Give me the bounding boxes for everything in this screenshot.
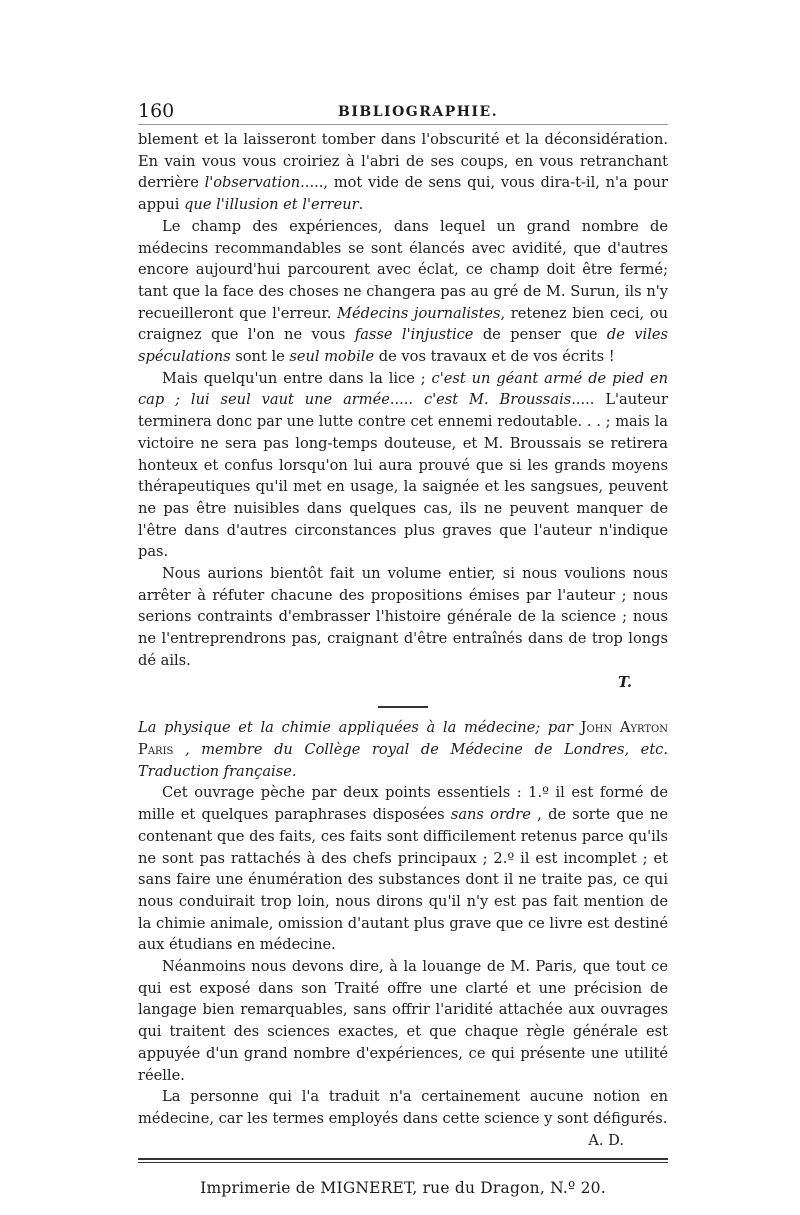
paragraph [138,368,668,563]
text-run: de vos travaux et de vos écrits ! [374,348,615,366]
text-run: Mais quelqu'un entre dans la lice ; [162,369,432,387]
footer-rule [138,1158,668,1163]
paragraph [138,1086,668,1129]
review-title [138,717,668,782]
signature-line [138,672,668,694]
paragraph [138,216,668,368]
running-head: BIBLIOGRAPHIE. [338,104,499,120]
paragraph [138,563,668,672]
text-run: , retenez bien ceci, ou craignez que l'on ne vous [138,304,668,344]
italic-text: sans ordre [450,806,531,824]
italic-text: fasse l'injustice [354,326,474,344]
text-run: , de sorte que ne contenant que des faits, ces faits sont difficilement retenus parce qu'ils ne sont pas rattachés à des chefs principaux ; 2.º il est incomplet ; et sans faire une énumération des substances dont il ne traite pas, ce qui nous conduirait trop loin, nous dirons qu'il n'y est pas fait mention de la chimie animale, omission d'autant plus grave que ce livre est destiné aux étudians en médecine. [138,806,669,954]
book-page [138,98,669,1198]
italic-text: c'est un géant armé de pied en cap ; lui seul vaut une armée..... c'est M. Broussais [138,369,668,409]
italic-text: seul mobile [289,348,375,366]
section-separator [378,706,428,708]
text-run: ....., mot vide de sens qui, vous dira-t-il, n'a pour appui [138,174,668,214]
text-run: Néanmoins nous devons dire, à la louange de M. Paris, que tout ce qui est exposé dans son Traité offre une clarté et une précision de langage bien remarquables, sans offrir l'aridité attachée aux ouvrages qui traitent des sciences exactes, et que chaque règle générale est appuyée d'un grand nombre d'expériences, ce qui présente une utilité réelle. [138,958,668,1084]
italic-text: de viles spéculations [138,326,668,366]
text-run: sont le [230,348,290,366]
paragraph [138,782,668,956]
italic-text: l'observation [204,174,301,192]
review-signature: A. D. [588,1131,624,1149]
title-text: , membre du Collège royal de Médecine de Londres, etc. Traduction française. [138,740,668,780]
signature-line [138,1130,668,1152]
text-run: de penser que [473,326,607,344]
text-run: La personne qui l'a traduit n'a certainement aucune notion en médecine, car les termes employés dans cette science y sont défigurés. [138,1088,668,1127]
text-run: ..... L'auteur terminera donc par une lutte contre cet ennemi redoutable. . . ; mais la victoire ne sera pas long-temps douteuse, et M. Broussais se retirera honteux et confus lorsqu'on lui aura prouvé que si les grands moyens thérapeutiques qu'il met en usage, la saignée et les sangsues, peuvent ne pas être nuisibles dans quelques cas, ils ne peuvent manquer de l'être dans d'autres circonstances plus graves que l'auteur n'indique pas. [138,391,669,561]
italic-text: Médecins journalistes [337,304,501,322]
italic-text: que l'illusion et l'erreur [184,196,359,214]
text-run: Nous aurions bientôt fait un volume entier, si nous voulions nous arrêter à réfuter chacune des propositions émises par l'auteur ; nous serions contraints d'embrasser l'histoire générale de la science ; nous ne l'entreprendrons pas, craignant d'être entraînés dans de trop longs dé ails. [138,565,668,669]
text-run: Cet ouvrage pèche par deux points essentiels : 1.º il est formé de mille et quelques paraphrases disposées [138,784,668,824]
author-name: John Ayrton Paris [138,719,668,758]
page-number: 160 [138,100,175,122]
imprint-line: Imprimerie de MIGNERET, rue du Dragon, N.º 20. [200,1179,606,1198]
title-text: La physique et la chimie appliquées à la médecine; par [138,719,581,737]
paragraph [138,956,668,1086]
page-header [138,98,668,125]
paragraph [138,129,668,216]
review-signature: T. [617,673,632,691]
text-run: . [358,196,364,214]
review-body-surun [138,129,668,693]
text-run: Le champ des expériences, dans lequel un grand nombre de médecins recommandables se sont élancés avec avidité, que d'autres encore aujourd'hui parcourent avec éclat, ce champ doit être fermé; tant que la face des choses ne changera pas au gré de M. Surun, ils n'y recueilleront que l'erreur. [138,217,668,322]
text-run: blement et la laisseront tomber dans l'obscurité et la déconsidération. En vain vous vous croiriez à l'abri de ses coups, en vous retranchant derrière [138,131,668,192]
review-paris [138,717,668,1151]
